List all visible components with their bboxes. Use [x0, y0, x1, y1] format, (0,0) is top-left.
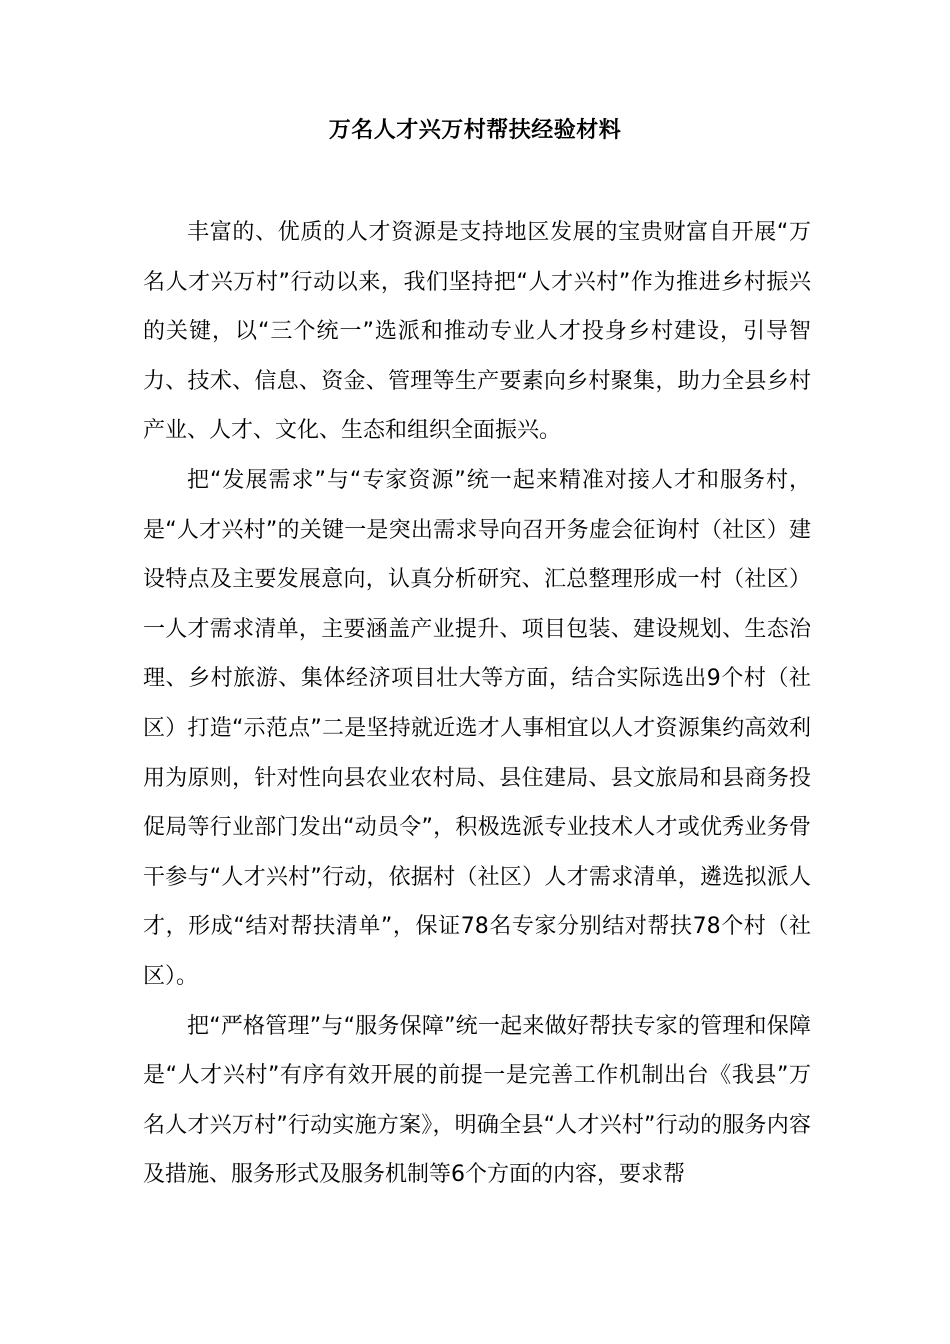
paragraph-2: 把“发展需求”与“专家资源”统一起来精准对接人才和服务村，是“人才兴村”的关键一是突出需求导向召开务虚会征询村（社区）建设特点及主要发展意向，认真分析研究、汇总整理形成一村（社区）一人才需求清单，主要涵盖产业提升、项目包装、建设规划、生态治理、乡村旅游、集体经济项目壮大等方面，结合实际选出9个村（社区）打造“示范点”二是坚持就近选才人事相宜以人才资源集约高效利用为原则，针对性向县农业农村局、县住建局、县文旅局和县商务投促局等行业部门发出“动员令”，积极选派专业技术人才或优秀业务骨干参与“人才兴村”行动，依据村（社区）人才需求清单，遴选拟派人才，形成“结对帮扶清单”，保证78名专家分别结对帮扶78个村（社区）。 [143, 467, 811, 989]
document-body [143, 208, 811, 1200]
paragraph-3: 把“严格管理”与“服务保障”统一起来做好帮扶专家的管理和保障是“人才兴村”有序有效开展的前提一是完善工作机制出台《我县”万名人才兴万村”行动实施方案》，明确全县“人才兴村”行动的服务内容及措施、服务形式及服务机制等6个方面的内容，要求帮 [143, 1013, 811, 1188]
document-title: 万名人才兴万村帮扶经验材料 [328, 118, 622, 143]
paragraph-1: 丰富的、优质的人才资源是支持地区发展的宝贵财富自开展“万名人才兴万村”行动以来，我们坚持把“人才兴村”作为推进乡村振兴的关键，以“三个统一”选派和推动专业人才投身乡村建设，引导智力、技术、信息、资金、管理等生产要素向乡村聚集，助力全县乡村产业、人才、文化、生态和组织全面振兴。 [143, 220, 811, 444]
